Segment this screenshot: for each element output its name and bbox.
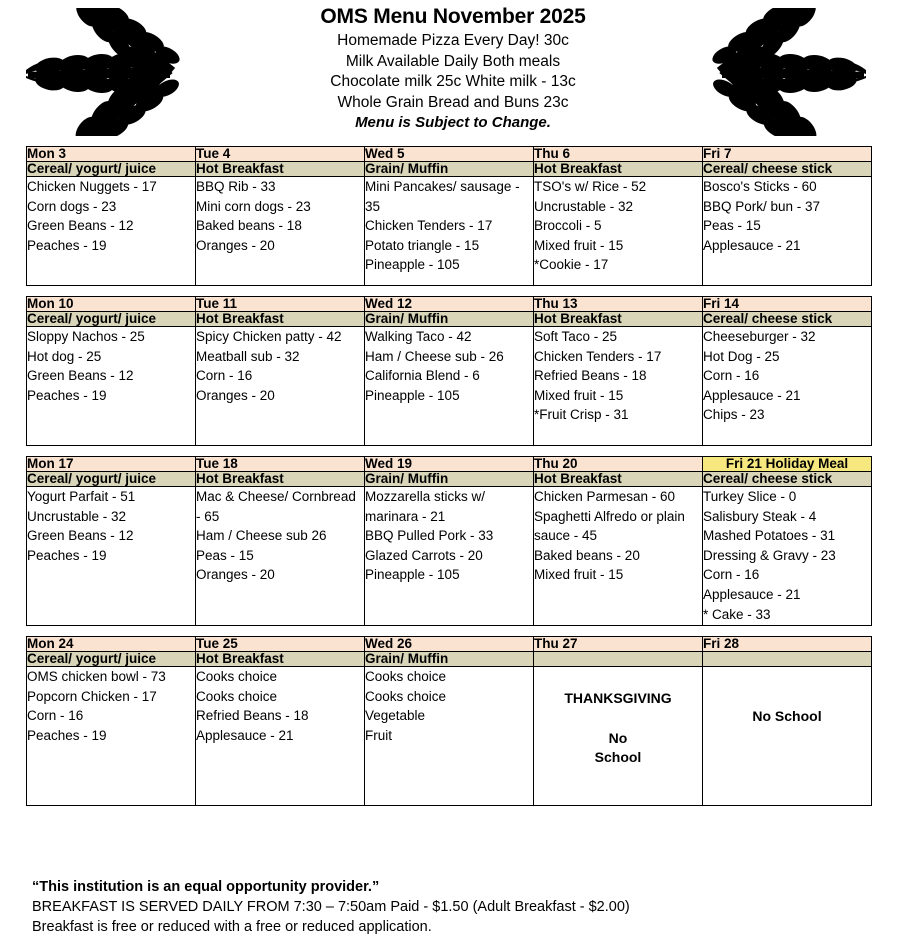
day-breakfast-band: Hot Breakfast: [196, 162, 365, 177]
menu-item: Ham / Cheese sub - 26: [365, 348, 504, 364]
day-breakfast-band: Hot Breakfast: [534, 472, 703, 487]
day-breakfast-band: Cereal/ yogurt/ juice: [27, 312, 196, 327]
menu-item: Cooks choice: [365, 688, 447, 704]
menu-item: Mixed fruit - 15: [534, 387, 624, 403]
week-date-row: [27, 637, 872, 652]
day-menu-cell: [534, 327, 703, 446]
day-date-header: Wed 5: [365, 147, 534, 162]
day-date-header: Thu 27: [534, 637, 703, 652]
menu-item: Spicy Chicken patty - 42: [196, 329, 342, 344]
menu-item: *Cookie - 17: [534, 257, 609, 273]
wheat-stalk-icon: [712, 8, 872, 136]
menu-item: Cooks choice: [196, 669, 278, 684]
menu-item: Refried Beans - 18: [534, 368, 647, 384]
menu-item: Chicken Parmesan - 60: [534, 489, 676, 504]
menu-item: Baked beans - 18: [196, 218, 302, 234]
menu-item: Meatball sub - 32: [196, 348, 300, 364]
menu-item: Mozzarella sticks w/ marinara - 21: [365, 489, 486, 524]
menu-item: Green Beans - 12: [27, 528, 134, 544]
day-menu-cell: [196, 487, 365, 626]
menu-item: Mac & Cheese/ Cornbread - 65: [196, 489, 356, 524]
menu-item: Green Beans - 12: [27, 218, 134, 234]
equal-opportunity-statement: “This institution is an equal opportunity provider.”: [32, 879, 380, 895]
menu-item: Peaches - 19: [27, 727, 107, 743]
menu-item: Pineapple - 105: [365, 387, 460, 403]
header-note-bread: Whole Grain Bread and Buns 23c: [337, 93, 569, 111]
week-spacer-cell: [27, 286, 872, 297]
menu-item: Uncrustable - 32: [27, 508, 127, 524]
day-breakfast-band: Grain/ Muffin: [365, 162, 534, 177]
menu-item: Popcorn Chicken - 17: [27, 688, 157, 704]
day-breakfast-band: Cereal/ cheese stick: [703, 472, 872, 487]
menu-item: Corn dogs - 23: [27, 198, 117, 214]
day-menu-cell: [703, 667, 872, 806]
no-school-text: No School: [752, 708, 822, 724]
menu-item: Corn - 16: [27, 708, 84, 724]
menu-item: Salisbury Steak - 4: [703, 508, 817, 524]
header-note-milk: Milk Available Daily Both meals: [345, 52, 561, 70]
day-date-header: Wed 12: [365, 297, 534, 312]
menu-item: Corn - 16: [703, 567, 760, 583]
menu-item: Pineapple - 105: [365, 567, 460, 583]
day-breakfast-band: Cereal/ cheese stick: [703, 162, 872, 177]
day-menu-cell: [365, 177, 534, 286]
menu-item: *Fruit Crisp - 31: [534, 407, 629, 423]
menu-item: Baked beans - 20: [534, 547, 640, 563]
menu-item: Hot dog - 25: [27, 348, 102, 364]
menu-item: * Cake - 33: [703, 606, 771, 622]
menu-item: Corn - 16: [703, 368, 760, 384]
menu-item: Mashed Potatoes - 31: [703, 528, 836, 544]
no-school-text: School: [594, 749, 642, 766]
menu-item: Peas - 15: [703, 218, 761, 234]
day-date-header: Mon 24: [27, 637, 196, 652]
menu-item: Cooks choice: [196, 688, 278, 704]
menu-item: Cooks choice: [365, 669, 447, 684]
page-footer: [32, 877, 882, 937]
day-breakfast-band: Cereal/ cheese stick: [703, 312, 872, 327]
week-spacer-cell: [27, 626, 872, 637]
day-date-header: Tue 11: [196, 297, 365, 312]
menu-item: Peas - 15: [196, 547, 254, 563]
day-menu-cell: [365, 487, 534, 626]
day-breakfast-band: Cereal/ yogurt/ juice: [27, 472, 196, 487]
day-menu-cell: [703, 327, 872, 446]
menu-item: Yogurt Parfait - 51: [27, 489, 136, 504]
week-spacer: [27, 446, 872, 457]
day-date-header: Mon 17: [27, 457, 196, 472]
wheat-stalk-icon: [20, 8, 180, 136]
day-menu-cell: [703, 487, 872, 626]
menu-item: Peaches - 19: [27, 547, 107, 563]
day-date-header: Wed 19: [365, 457, 534, 472]
week-items-row: [27, 487, 872, 626]
menu-item: Chicken Nuggets - 17: [27, 179, 157, 194]
menu-item: Walking Taco - 42: [365, 329, 472, 344]
menu-item: Sloppy Nachos - 25: [27, 329, 145, 344]
day-date-header: Thu 13: [534, 297, 703, 312]
day-menu-cell: [534, 487, 703, 626]
no-school-gap: [534, 709, 702, 729]
menu-item: Fruit: [365, 727, 392, 743]
menu-item: Applesauce - 21: [196, 727, 294, 743]
menu-item: Green Beans - 12: [27, 368, 134, 384]
week-breakfast-row: [27, 312, 872, 327]
day-menu-cell: [27, 487, 196, 626]
day-breakfast-band: Hot Breakfast: [196, 472, 365, 487]
menu-item: Oranges - 20: [196, 237, 275, 253]
week-date-row: [27, 457, 872, 472]
week-spacer-cell: [27, 446, 872, 457]
day-breakfast-band: [534, 652, 703, 667]
menu-item: Applesauce - 21: [703, 237, 801, 253]
day-breakfast-band: Hot Breakfast: [534, 312, 703, 327]
day-menu-cell: [196, 327, 365, 446]
day-menu-cell: [365, 327, 534, 446]
day-menu-cell: [534, 177, 703, 286]
week-items-row: [27, 327, 872, 446]
week-breakfast-row: [27, 162, 872, 177]
menu-item: Oranges - 20: [196, 387, 275, 403]
header-disclaimer: Menu is Subject to Change.: [355, 114, 551, 131]
menu-item: Peaches - 19: [27, 237, 107, 253]
header-text-block: [186, 4, 720, 134]
day-menu-cell: [196, 667, 365, 806]
week-items-row: [27, 177, 872, 286]
menu-item: Dressing & Gravy - 23: [703, 547, 836, 563]
week-date-row: [27, 147, 872, 162]
menu-item: Corn - 16: [196, 368, 253, 384]
day-menu-cell: [27, 327, 196, 446]
day-breakfast-band: Grain/ Muffin: [365, 312, 534, 327]
week-breakfast-row: [27, 652, 872, 667]
menu-item: Hot Dog - 25: [703, 348, 780, 364]
page-header: [0, 0, 906, 138]
week-breakfast-row: [27, 472, 872, 487]
menu-item: BBQ Pulled Pork - 33: [365, 528, 494, 544]
menu-item: Mini Pancakes/ sausage - 35: [365, 179, 520, 214]
menu-item: Mini corn dogs - 23: [196, 198, 311, 214]
header-note-pizza: Homemade Pizza Every Day! 30c: [337, 32, 569, 49]
day-breakfast-band: [703, 652, 872, 667]
menu-item: Mixed fruit - 15: [534, 237, 624, 253]
free-reduced-statement: Breakfast is free or reduced with a free or reduced application.: [32, 919, 432, 935]
header-note-milk-prices: Chocolate milk 25c White milk - 13c: [330, 73, 576, 90]
day-menu-cell: [27, 667, 196, 806]
week-items-row: [27, 667, 872, 806]
day-date-header: Thu 20: [534, 457, 703, 472]
menu-item: Chips - 23: [703, 407, 765, 423]
day-menu-cell: [27, 177, 196, 286]
day-menu-cell: [534, 667, 703, 806]
day-breakfast-band: Hot Breakfast: [196, 312, 365, 327]
menu-item: TSO's w/ Rice - 52: [534, 179, 647, 194]
menu-item: Vegetable: [365, 708, 426, 724]
menu-item: Chicken Tenders - 17: [365, 218, 493, 234]
menu-item: Uncrustable - 32: [534, 198, 634, 214]
day-date-header: Tue 18: [196, 457, 365, 472]
menu-item: Mixed fruit - 15: [534, 567, 624, 583]
menu-item: Potato triangle - 15: [365, 237, 480, 253]
day-date-header: Fri 28: [703, 637, 872, 652]
day-date-header: Mon 3: [27, 147, 196, 162]
week-spacer: [27, 626, 872, 637]
day-menu-cell: [196, 177, 365, 286]
breakfast-time-statement: BREAKFAST IS SERVED DAILY FROM 7:30 – 7:50am Paid - $1.50 (Adult Breakfast - $2.00): [32, 899, 630, 915]
menu-calendar: [26, 146, 872, 806]
day-menu-cell: [703, 177, 872, 286]
day-breakfast-band: Hot Breakfast: [196, 652, 365, 667]
menu-item: California Blend - 6: [365, 368, 480, 384]
menu-item: Applesauce - 21: [703, 586, 801, 602]
menu-item: Ham / Cheese sub 26: [196, 528, 327, 544]
day-breakfast-band: Cereal/ yogurt/ juice: [27, 162, 196, 177]
week-spacer: [27, 286, 872, 297]
menu-item: Broccoli - 5: [534, 218, 602, 234]
menu-item: Refried Beans - 18: [196, 708, 309, 724]
menu-item: Spaghetti Alfredo or plain sauce - 45: [534, 508, 685, 544]
day-breakfast-band: Grain/ Muffin: [365, 472, 534, 487]
menu-item: Applesauce - 21: [703, 387, 801, 403]
day-date-header: Tue 25: [196, 637, 365, 652]
menu-item: Cheeseburger - 32: [703, 329, 816, 344]
day-breakfast-band: Cereal/ yogurt/ juice: [27, 652, 196, 667]
menu-item: Bosco's Sticks - 60: [703, 179, 817, 194]
menu-item: Oranges - 20: [196, 567, 275, 583]
day-breakfast-band: Hot Breakfast: [534, 162, 703, 177]
day-date-header: Fri 7: [703, 147, 872, 162]
day-date-header: Fri 14: [703, 297, 872, 312]
day-date-header: Mon 10: [27, 297, 196, 312]
menu-item: Turkey Slice - 0: [703, 489, 797, 504]
day-menu-cell: [365, 667, 534, 806]
menu-item: Soft Taco - 25: [534, 329, 618, 344]
menu-item: BBQ Rib - 33: [196, 179, 276, 194]
day-date-header: Thu 6: [534, 147, 703, 162]
day-date-header: Tue 4: [196, 147, 365, 162]
day-breakfast-band: Grain/ Muffin: [365, 652, 534, 667]
menu-item: BBQ Pork/ bun - 37: [703, 198, 821, 214]
day-date-header: Fri 21 Holiday Meal: [703, 457, 872, 472]
no-school-text: No: [608, 729, 628, 746]
menu-item: Peaches - 19: [27, 387, 107, 403]
menu-item: OMS chicken bowl - 73: [27, 669, 166, 684]
no-school-text: THANKSGIVING: [564, 690, 672, 706]
menu-item: Chicken Tenders - 17: [534, 348, 662, 364]
menu-item: Glazed Carrots - 20: [365, 547, 483, 563]
menu-item: Pineapple - 105: [365, 257, 460, 273]
day-date-header: Wed 26: [365, 637, 534, 652]
page-title: OMS Menu November 2025: [320, 5, 586, 28]
week-date-row: [27, 297, 872, 312]
